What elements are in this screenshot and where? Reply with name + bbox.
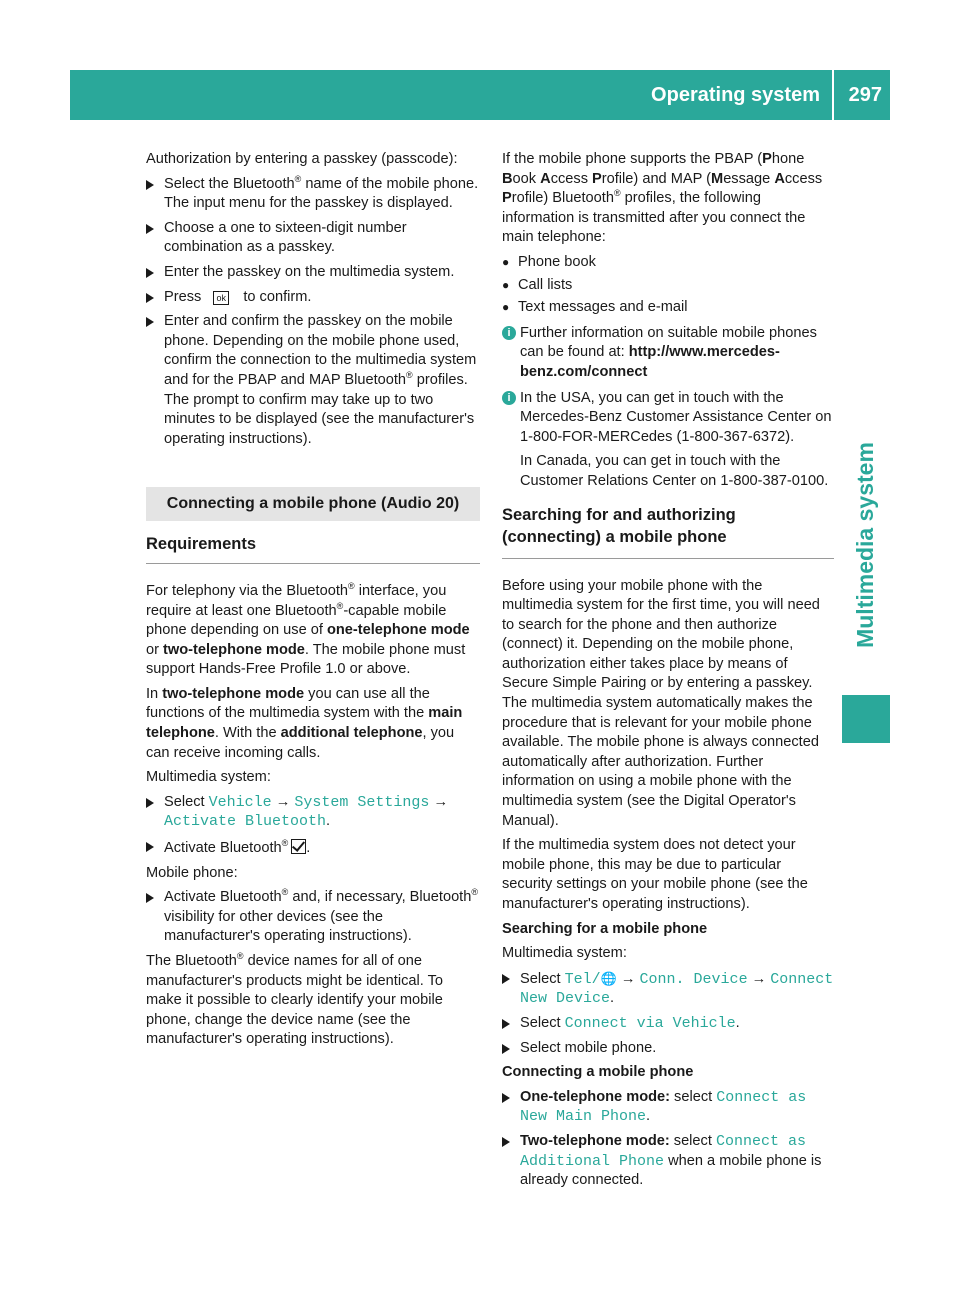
step-arrow-icon: [502, 1044, 510, 1054]
step-item: Select the Bluetooth® name of the mobile phone. The input menu for the passkey is displayed.: [146, 175, 480, 214]
info-icon: i: [502, 391, 516, 405]
step-item: Two-telephone mode: select Connect as Additional Phone when a mobile phone is already connected.: [502, 1132, 834, 1191]
step-arrow-icon: [146, 798, 154, 808]
step-arrow-icon: [502, 1019, 510, 1029]
menu-system-settings: System Settings: [294, 793, 430, 811]
connect-url: http://www.mercedes-benz.com/connect: [520, 344, 780, 380]
menu-tel: Tel/: [564, 970, 601, 988]
step-arrow-icon: [146, 268, 154, 278]
menu-connect-new-main-phone: Connect as New Main Phone: [520, 1088, 807, 1126]
intro-text: Authorization by entering a passkey (passcode):: [146, 151, 458, 167]
two-telephone-paragraph: In two-telephone mode you can use all the functions of the multimedia system with the main telephone. With the additional telephone, you can receive incoming calls.: [146, 685, 463, 761]
step-arrow-icon: [146, 893, 154, 903]
header-title: Operating system: [651, 84, 820, 106]
menu-vehicle: Vehicle: [208, 793, 272, 811]
header-divider: [832, 70, 834, 120]
info-icon: i: [502, 326, 516, 340]
bullet-icon: ●: [502, 277, 510, 292]
right-column: [502, 150, 834, 1196]
step-item: Select Tel/🌐 → Conn. Device → Connect New Device.: [502, 969, 834, 1009]
multimedia-label: Multimedia system:: [146, 769, 271, 786]
step-arrow-icon: [146, 180, 154, 190]
list-item: ● Call lists: [502, 276, 834, 296]
step-item: Select mobile phone.: [502, 1039, 834, 1059]
step-item: One-telephone mode: select Connect as New Main Phone.: [502, 1088, 834, 1127]
side-tab: [842, 410, 890, 680]
menu-connect-additional-phone: Connect as Additional Phone: [520, 1132, 806, 1170]
step-arrow-icon: [502, 974, 510, 984]
side-tab-label: Multimedia system: [852, 442, 879, 648]
search-paragraph: Before using your mobile phone with the multimedia system for the first time, you will need to search for the phone and then authorize (connect) it. Depending on the mobile phone, authorization either takes place by means of Secure Simple Pairing or by entering a passkey. The multimedia system automatically makes the procedure that is relevant for your mobile phone available. The mobile phone is always connected automatically after authorization. Further information on using a mobile phone with the multimedia system (see the Digital Operator's Manual).: [502, 577, 820, 829]
closing-paragraph: The Bluetooth® device names for all of one manufacturer's products might be identical. To make it possible to clearly identify your mobile phone, change the device name (see the manufacturer's operating instructions).: [146, 951, 443, 1048]
checkbox-checked-icon: [291, 839, 306, 854]
step-arrow-icon: [146, 842, 154, 852]
search-heading: Searching for a mobile phone: [502, 920, 708, 937]
step-item: Choose a one to sixteen-digit number combination as a passkey.: [146, 219, 480, 258]
page-number: 297: [848, 84, 882, 106]
connect-heading: Connecting a mobile phone: [502, 1064, 694, 1081]
bullet-icon: ●: [502, 300, 510, 315]
side-marker: [842, 695, 890, 743]
step-arrow-icon: [146, 293, 154, 303]
step-item: Select Vehicle → System Settings → Activate Bluetooth.: [146, 793, 480, 832]
step-arrow-icon: [502, 1137, 510, 1147]
info-note: i Further information on suitable mobile phones can be found at: http://www.mercedes-benz.com/connect: [502, 324, 834, 383]
menu-connect-new-device: Connect New Device: [520, 970, 834, 1008]
bullet-icon: ●: [502, 254, 510, 269]
step-item: Activate Bluetooth® .: [146, 837, 480, 859]
list-item: ● Text messages and e-mail: [502, 298, 834, 318]
header-bar: [70, 70, 890, 120]
info-note: i In the USA, you can get in touch with the Mercedes-Benz Customer Assistance Center on 1-800-FOR-MERCedes (1-800-367-6372). In Canada, you can get in touch with the Customer Relations Center on 1-800-387-0100.: [502, 389, 834, 492]
left-column: [146, 150, 480, 1055]
step-item: Activate Bluetooth® and, if necessary, Bluetooth® visibility for other devices (see the manufacturer's operating instructions).: [146, 888, 480, 947]
search-title: Searching for and authorizing (connecting) a mobile phone: [502, 504, 834, 559]
step-arrow-icon: [146, 224, 154, 234]
step-arrow-icon: [146, 317, 154, 327]
pbap-paragraph: If the mobile phone supports the PBAP (Phone Book Access Profile) and MAP (Message Access Profile) Bluetooth® profiles, the following information is transmitted after you connect the main telephone:: [502, 151, 823, 246]
mobile-label: Mobile phone:: [146, 864, 238, 881]
detect-paragraph: If the multimedia system does not detect your mobile phone, this may be due to particular security settings on your mobile phone (see the manufacturer's operating instructions).: [502, 837, 808, 912]
multimedia-label: Multimedia system:: [502, 945, 627, 962]
menu-activate-bluetooth: Activate Bluetooth: [164, 813, 327, 831]
step-arrow-icon: [502, 1093, 510, 1103]
menu-conn-device: Conn. Device: [639, 970, 748, 988]
step-item: Enter and confirm the passkey on the mobile phone. Depending on the mobile phone used, confirm the connection to the multimedia system and for the PBAP and MAP Bluetooth® profiles. The prompt to confirm may take up to two minutes to be displayed (see the manufacturer's operating instructions).: [146, 312, 480, 449]
menu-connect-via-vehicle: Connect via Vehicle: [564, 1014, 736, 1032]
list-item: ● Phone book: [502, 253, 834, 273]
section-title: Connecting a mobile phone (Audio 20): [146, 487, 480, 521]
ok-key-icon: ok: [213, 291, 229, 305]
requirements-title: Requirements: [146, 533, 480, 564]
requirements-paragraph: For telephony via the Bluetooth® interface, you require at least one Bluetooth®-capable mobile phone depending on use of one-telephone mode or two-telephone mode. The mobile phone must support Hands-Free Profile 1.0 or above.: [146, 581, 470, 678]
globe-icon: 🌐: [600, 970, 617, 986]
step-item: Enter the passkey on the multimedia system.: [146, 263, 480, 283]
step-item: Select Connect via Vehicle.: [502, 1014, 834, 1034]
step-item: Press ok to confirm.: [146, 288, 480, 308]
